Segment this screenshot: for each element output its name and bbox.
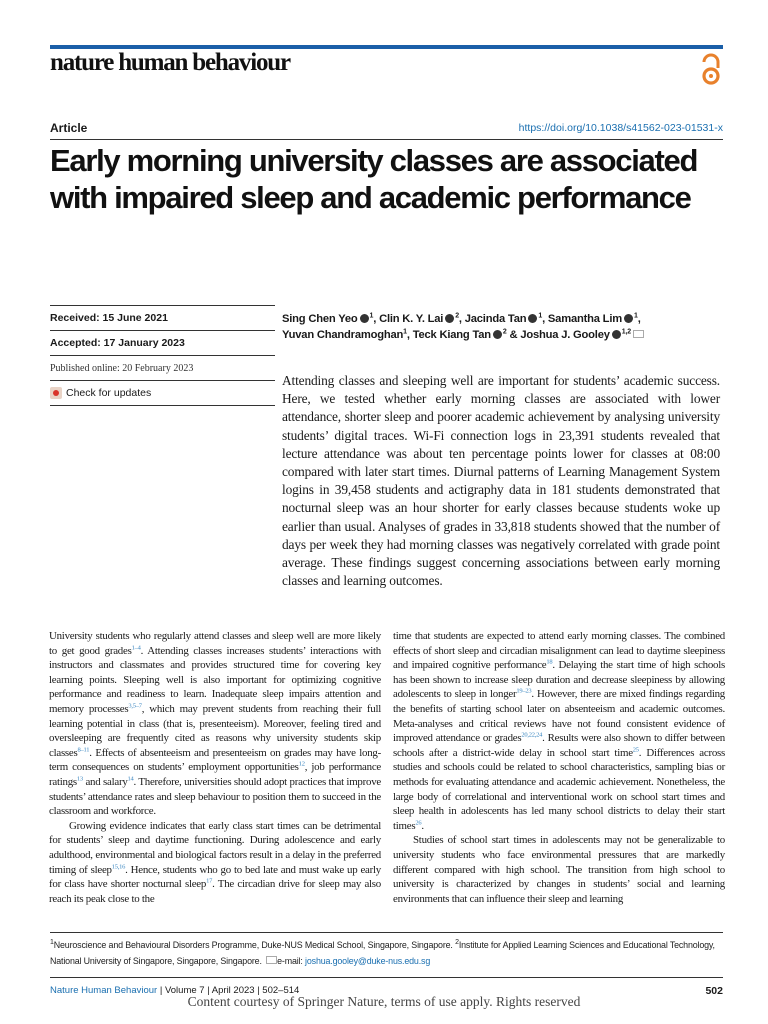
affiliation-marker: 1 <box>633 312 638 320</box>
reference-citation: 13 <box>76 775 83 783</box>
body-paragraph <box>393 833 725 906</box>
update-icon <box>50 387 62 399</box>
author-separator: & <box>506 329 521 341</box>
body-paragraph <box>49 819 381 907</box>
reference-citation: 8–11 <box>77 746 90 754</box>
author-separator: , <box>542 313 548 325</box>
page-number: 502 <box>705 985 723 997</box>
accepted-date: Accepted: 17 January 2023 <box>50 331 275 356</box>
author-list <box>282 311 722 343</box>
author-name[interactable]: Jacinda Tan <box>464 313 527 325</box>
orcid-icon <box>528 314 537 323</box>
reference-citation: 15,16 <box>111 862 126 870</box>
reference-citation: 17 <box>206 877 213 885</box>
orcid-icon <box>360 314 369 323</box>
email-link[interactable]: joshua.gooley@duke-nus.edu.sg <box>305 956 431 966</box>
affiliation-2: Institute for Applied Learning Sciences and Educational Technology, National University of Singapore, Singapore, Singapore. <box>50 940 715 966</box>
affiliations: $^1$Neuroscience and Behavioural Disorders Programme, Duke-NUS Medical School, Singapore, Singapore. $^2$Institute for Applied Learning Sciences and Educational Technology, National University of Singapore, Singapore, Singapore. e-mail: joshua.gooley@duke-nus.edu.sg <box>50 939 715 966</box>
affiliation-marker: 1,2 <box>621 328 631 336</box>
body-column-left <box>49 629 381 906</box>
body-column-right <box>393 629 725 906</box>
body-paragraph <box>393 629 725 833</box>
body-text: . Effects of absenteeism and presenteeism on grades may have long-term consequences on students’ employment opportunities <box>49 746 381 774</box>
body-text: , job performance ratings <box>49 761 382 788</box>
reference-citation: 18 <box>546 658 553 666</box>
article-type: Article <box>50 121 88 135</box>
author-name[interactable]: Yuvan Chandramoghan <box>282 329 404 341</box>
affiliation-marker: 1 <box>538 312 543 320</box>
author-separator: , <box>458 313 465 325</box>
body-text: Studies of school start times in adolescents may not be generalizable to university students who face environmental pressures that are markedly different compared with high school. The transition from high school to university is characterized by changes in students’ social and learning environments that can influence their sleep and learning <box>393 834 725 905</box>
article-title: Early morning university classes are associated with impaired sleep and academic performance <box>50 143 698 215</box>
body-text: . Therefore, universities should adopt practices that improve students’ attendance rates and sleep behaviour to position them to succeed in the classroom and workforce. <box>49 775 381 818</box>
body-text: Growing evidence indicates that early class start times can be detrimental for students’ sleep and daytime functioning. During adolescence and early adulthood, environmental and biological factors result in a delay in the preferred timing of sleep <box>49 819 381 876</box>
divider <box>50 977 723 978</box>
author-name[interactable]: Sing Chen Yeo <box>282 313 358 325</box>
orcid-icon <box>493 330 502 339</box>
orcid-icon <box>612 330 621 339</box>
orcid-icon <box>624 314 633 323</box>
author-separator: , <box>373 313 380 325</box>
divider <box>50 932 723 933</box>
doi-link[interactable]: https://doi.org/10.1038/s41562-023-01531-x <box>518 122 723 134</box>
author-separator: , <box>406 329 413 341</box>
body-text: . However, there are mixed findings regarding the benefits of starting school later on absenteeism and academic outcomes. Meta-analyses and critical reviews have not found consistent evidence of improved attendance or grades <box>393 688 726 745</box>
footer-journal[interactable]: Nature Human Behaviour <box>50 985 158 996</box>
body-text: . Results were also shown to differ between schools after a district-wide delay in school start time <box>393 732 725 759</box>
reference-citation: 1–4 <box>131 643 141 651</box>
author-name[interactable]: Joshua J. Gooley <box>520 329 610 341</box>
footer-details: | Volume 7 | April 2023 | 502–514 <box>157 985 300 996</box>
author-name[interactable]: Clin K. Y. Lai <box>379 313 444 325</box>
abstract: Attending classes and sleeping well are important for students’ academic success. Here, we tested whether early morning classes are associated with lower attendance, shorter sleep and poorer academic achievement by analysing university students’ digital traces. Wi-Fi connection logs in 23,391 students revealed that lecture attendance was about ten percentage points lower for classes at 08:00 compared with later start times. Diurnal patterns of Learning Management System logins in 39,458 students and actigraphy data in 181 students demonstrated that nocturnal sleep was an hour shorter for early classes because students woke up earlier than usual. Analyses of grades in 33,818 students showed that the number of days per week they had morning classes was negatively correlated with grade point average. These findings suggest concerning associations between early morning classes and learning outcomes. <box>282 373 720 589</box>
reference-citation: 14 <box>127 775 134 783</box>
affiliation-1: Neuroscience and Behavioural Disorders Programme, Duke-NUS Medical School, Singapore, Singapore. <box>53 940 453 950</box>
orcid-icon <box>445 314 454 323</box>
body-text: , which may prevent students from reaching their full learning potential in class (that is, presenteeism). Moreover, feeling tired and oversleeping are frequently cited as reasons why university students skip classes <box>49 702 381 759</box>
mail-icon <box>266 956 277 964</box>
author-name[interactable]: Teck Kiang Tan <box>412 329 491 341</box>
body-text: . Delaying the start time of high schools has been shown to increase sleep duration and decrease sleepiness by allowing adolescents to sleep in longer <box>393 659 726 701</box>
courtesy-notice: Content courtesy of Springer Nature, terms of use apply. Rights reserved <box>187 994 581 1009</box>
body-text: . Differences across studies and schools could be related to school characteristics, sampling bias or methods for evaluating attendance and academic achievement. Nonetheless, the large body of correlational and interventional work on school start times and sleep health in adolescents has led many school districts to delay their start times <box>393 746 726 832</box>
divider <box>50 139 723 140</box>
article-dates <box>50 305 275 406</box>
body-paragraph <box>49 629 381 819</box>
reference-citation: 26 <box>415 819 422 827</box>
body-text: . <box>421 819 424 832</box>
body-text: and salary <box>82 775 128 788</box>
reference-citation: 12 <box>298 760 305 768</box>
affiliation-marker: 2 <box>502 328 507 336</box>
reference-citation: 3,5–7 <box>128 702 142 710</box>
email-label: e-mail: <box>277 956 303 966</box>
affiliation-marker: 1 <box>403 328 407 336</box>
check-updates-label: Check for updates <box>66 387 152 399</box>
journal-title: nature human behaviour <box>50 49 290 76</box>
body-text: time that students are expected to attend early morning classes. The combined effects of short sleep and circadian misalignment can lead to daytime sleepiness and impaired cognitive performance <box>393 630 725 672</box>
check-updates-button[interactable] <box>50 381 275 406</box>
affiliation-marker: 2 <box>455 312 459 320</box>
body-text: . The circadian drive for sleep may also reach its peak close to the <box>49 878 381 905</box>
open-access-icon <box>700 52 722 86</box>
body-text: . Hence, students who go to bed late and must wake up early for class have shorter nocturnal sleep <box>49 863 381 891</box>
reference-citation: 25 <box>632 746 639 754</box>
reference-citation: 19–23 <box>516 687 532 695</box>
mail-icon <box>633 330 644 338</box>
reference-citation: 20,22,24 <box>521 731 543 739</box>
author-name[interactable]: Samantha Lim <box>547 313 622 325</box>
affiliation-marker: 1 <box>369 312 374 320</box>
received-date: Received: 15 June 2021 <box>50 306 275 331</box>
author-separator: , <box>637 313 641 325</box>
body-text: . Attending classes increases students’ interactions with instructors and classmates and provides structured time for covering key learning points. Sleeping well is also important for optimizing cognitive performance and readiness to learn. Inadequate sleep impairs attention and memory processes <box>49 644 381 715</box>
body-text: University students who regularly attend classes and sleep well are more likely to get good grades <box>49 630 381 657</box>
published-date: Published online: 20 February 2023 <box>50 356 275 381</box>
